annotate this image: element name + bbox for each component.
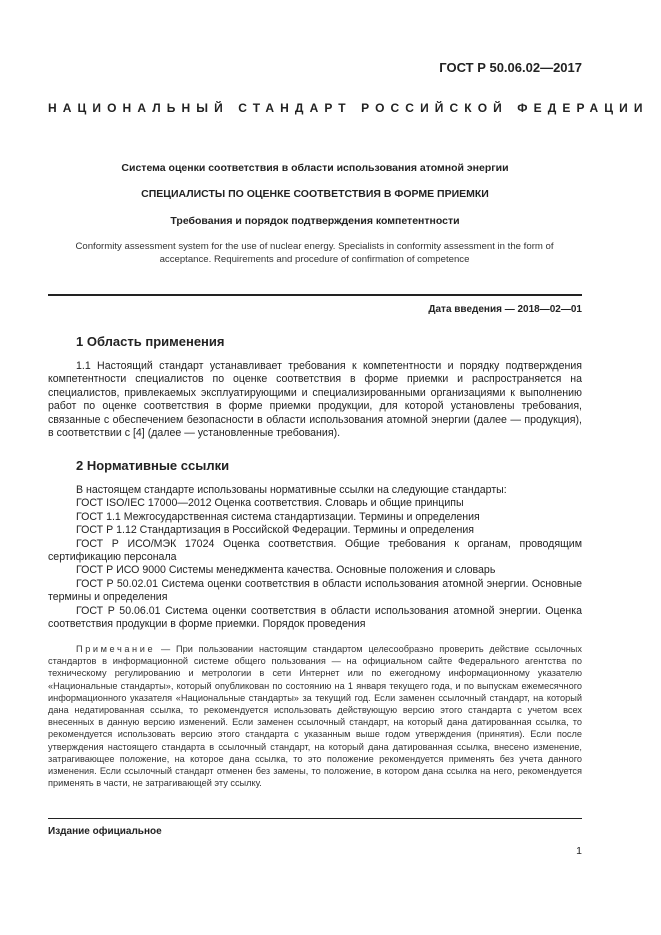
references-note bbox=[48, 643, 582, 789]
intro-date: Дата введения — 2018—02—01 bbox=[428, 304, 582, 315]
reference-item: ГОСТ Р 50.02.01 Система оценки соответствия в области использования атомной энергии. Основные термины и определения bbox=[48, 577, 582, 604]
reference-item: ГОСТ Р ИСО/МЭК 17024 Оценка соответствия. Общие требования к органам, проводящим сертификацию персонала bbox=[48, 537, 582, 564]
standard-number: ГОСТ Р 50.06.02—2017 bbox=[439, 60, 582, 75]
page-number: 1 bbox=[576, 845, 582, 857]
section-1-heading: 1 Область применения bbox=[76, 334, 225, 349]
section-2-heading: 2 Нормативные ссылки bbox=[76, 458, 230, 473]
section-1-body bbox=[48, 360, 582, 440]
references-lead: В настоящем стандарте использованы нормативные ссылки на следующие стандарты: bbox=[76, 484, 507, 496]
note-label: Примечание bbox=[76, 644, 156, 654]
note-text: — При пользовании настоящим стандартом целесообразно проверить действие ссылочных стандартов в информационной системе общего пользования — на официальном сайте Федерального агентства по техническому регулированию и метрологии в сети Интернет или по ежегодному информационному указателю «Национальные стандарты», который опубликован по состоянию на 1 января текущего года, и по выпускам ежемесячного информационного указателя «Национальные стандарты» за текущий год. Если заменен ссылочный стандарт, на который дана недатированная ссылка, то рекомендуется использовать действующую версию этого стандарта с учетом всех внесенных в данную версию изменений. Если заменен ссылочный стандарт, на который дана датированная ссылка, то рекомендуется использовать версию этого стандарта с указанным выше годом утверждения (принятия). Если после утверждения настоящего стандарта в ссылочный стандарт, на который дана датированная ссылка, внесено изменение, затрагивающее положение, на которое дана ссылка, то это положение рекомендуется применять без учета данного изменения. Если ссылочный стандарт отменен без замены, то положение, в котором дана ссылка на него, рекомендуется применять в части, не затрагивающей эту ссылку. bbox=[48, 644, 582, 789]
reference-item: ГОСТ Р 50.06.01 Система оценки соответствия в области использования атомной энергии. Оценка соответствия продукции в форме приемки. Порядок проведения bbox=[48, 604, 582, 631]
english-title: Conformity assessment system for the use of nuclear energy. Specialists in conformity assessment in the form of acceptance. Requirements and procedure of confirmation of competence bbox=[75, 241, 554, 265]
national-standard-banner: НАЦИОНАЛЬНЫЙ СТАНДАРТ РОССИЙСКОЙ ФЕДЕРАЦИИ bbox=[48, 101, 649, 115]
footer-divider bbox=[48, 818, 582, 819]
document-subtitle: Требования и порядок подтверждения компетентности bbox=[170, 215, 460, 227]
header-divider bbox=[48, 294, 582, 296]
reference-item: ГОСТ Р ИСО 9000 Системы менеджмента качества. Основные положения и словарь bbox=[76, 564, 496, 577]
reference-item: ГОСТ ISO/IEC 17000—2012 Оценка соответствия. Словарь и общие принципы bbox=[76, 497, 464, 510]
reference-item: ГОСТ 1.1 Межгосударственная система стандартизации. Термины и определения bbox=[76, 510, 480, 523]
section-1-paragraph: 1.1 Настоящий стандарт устанавливает требования к компетентности и порядку подтверждения компетентности специалистов по оценке соответствия в форме приемки и распространяется на специалистов, привлекаемых эксплуатирующими и специализированными организациями к выполнению работ по оценке соответствия в форме приемки продукции, для которой установлены требования, связанные с обеспечением безопасности в области использования атомной энергии (далее — продукция), в соответствии с [4] (далее — установленные требования). bbox=[48, 360, 582, 440]
section-2-body bbox=[48, 484, 582, 631]
edition-label: Издание официальное bbox=[48, 826, 162, 837]
system-title: Система оценки соответствия в области использования атомной энергии bbox=[121, 162, 509, 174]
reference-item: ГОСТ Р 1.12 Стандартизация в Российской Федерации. Термины и определения bbox=[76, 524, 474, 537]
document-title: СПЕЦИАЛИСТЫ ПО ОЦЕНКЕ СООТВЕТСТВИЯ В ФОРМЕ ПРИЕМКИ bbox=[141, 188, 489, 200]
